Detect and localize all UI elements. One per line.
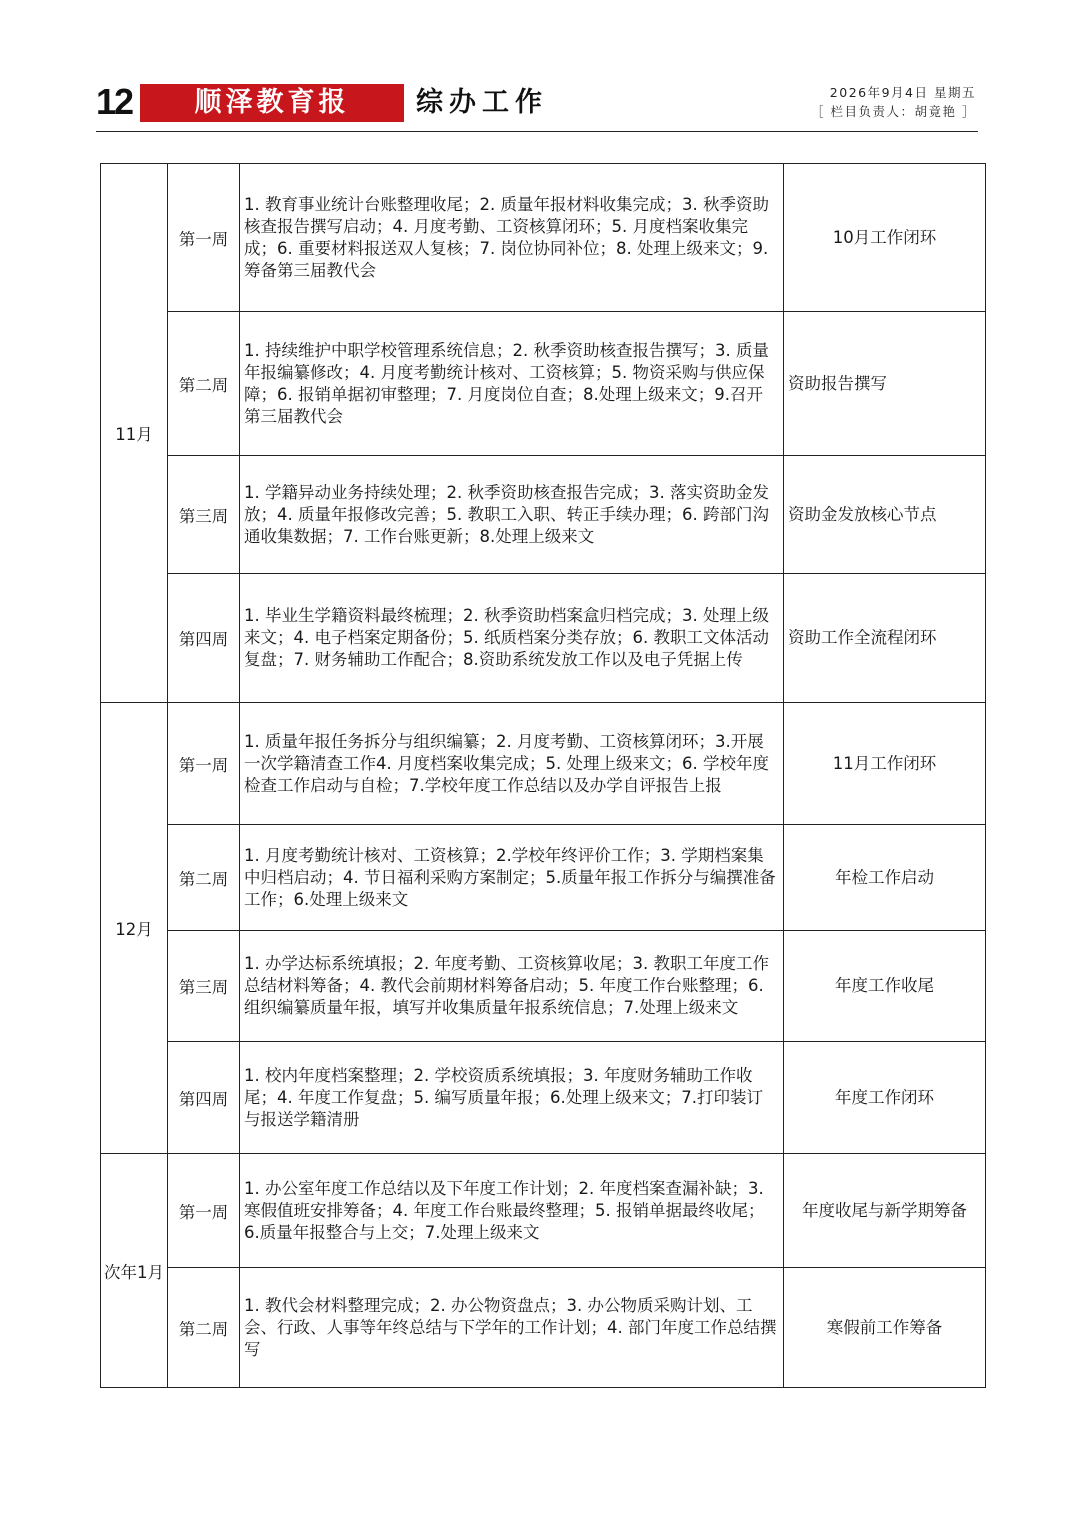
tasks-cell: 1. 月度考勤统计核对、工资核算；2.学校年终评价工作；3. 学期档案集中归档启动；4. 节日福利采购方案制定；5.质量年报工作拆分与编撰准备工作；6.处理上级来文 [240,825,784,931]
table-row [101,1154,986,1268]
table-row [101,703,986,825]
table-row [101,164,986,312]
week-cell: 第一周 [168,1154,240,1268]
goal-cell: 年度收尾与新学期筹备 [784,1154,986,1268]
tasks-cell: 1. 教育事业统计台账整理收尾；2. 质量年报材料收集完成；3. 秋季资助核查报告撰写启动；4. 月度考勤、工资核算闭环；5. 月度档案收集完成；6. 重要材料报送双人复核；7. 岗位协同补位；8. 处理上级来文；9.筹备第三届教代会 [240,164,784,312]
week-cell: 第一周 [168,703,240,825]
table-row [101,1268,986,1388]
column-editor: ［ 栏目负责人：胡竟艳 ］ [811,104,976,119]
goal-cell: 年度工作闭环 [784,1042,986,1154]
month-cell: 12月 [101,703,168,1154]
goal-cell: 10月工作闭环 [784,164,986,312]
goal-cell: 资助工作全流程闭环 [784,574,986,703]
tasks-cell: 1. 学籍异动业务持续处理；2. 秋季资助核查报告完成；3. 落实资助金发放；4. 质量年报修改完善；5. 教职工入职、转正手续办理；6. 跨部门沟通收集数据；7. 工作台账更新；8.处理上级来文 [240,456,784,574]
tasks-cell: 1. 质量年报任务拆分与组织编纂；2. 月度考勤、工资核算闭环；3.开展一次学籍清查工作4. 月度档案收集完成；5. 处理上级来文；6. 学校年度检查工作启动与自检；7.学校年度工作总结以及办学自评报告上报 [240,703,784,825]
tasks-cell: 1. 持续维护中职学校管理系统信息；2. 秋季资助核查报告撰写；3. 质量年报编纂修改；4. 月度考勤统计核对、工资核算；5. 物资采购与供应保障；6. 报销单据初审整理；7. 月度岗位自查；8.处理上级来文；9.召开第三届教代会 [240,312,784,456]
header-divider [96,131,978,132]
tasks-cell: 1. 教代会材料整理完成；2. 办公物资盘点；3. 办公物质采购计划、工会、行政、人事等年终总结与下学年的工作计划；4. 部门年度工作总结撰写 [240,1268,784,1388]
week-cell: 第三周 [168,456,240,574]
week-cell: 第四周 [168,574,240,703]
page-number: 12 [96,81,133,122]
goal-cell: 寒假前工作筹备 [784,1268,986,1388]
week-cell: 第二周 [168,312,240,456]
page-header [96,78,978,134]
goal-cell: 11月工作闭环 [784,703,986,825]
week-cell: 第四周 [168,1042,240,1154]
section-title: 综办工作 [416,87,548,118]
goal-cell: 年度工作收尾 [784,931,986,1042]
goal-cell: 资助金发放核心节点 [784,456,986,574]
tasks-cell: 1. 校内年度档案整理；2. 学校资质系统填报；3. 年度财务辅助工作收尾；4. 年度工作复盘；5. 编写质量年报；6.处理上级来文；7.打印装订与报送学籍清册 [240,1042,784,1154]
week-cell: 第二周 [168,1268,240,1388]
issue-date: 2026年9月4日 星期五 [829,85,976,100]
table-row [101,312,986,456]
goal-cell: 资助报告撰写 [784,312,986,456]
week-cell: 第二周 [168,825,240,931]
tasks-cell: 1. 毕业生学籍资料最终梳理；2. 秋季资助档案盒归档完成；3. 处理上级来文；4. 电子档案定期备份；5. 纸质档案分类存放；6. 教职工文体活动复盘；7. 财务辅助工作配合；8.资助系统发放工作以及电子凭据上传 [240,574,784,703]
work-plan-table [100,163,986,1388]
table-row [101,931,986,1042]
month-cell: 次年1月 [101,1154,168,1388]
tasks-cell: 1. 办学达标系统填报；2. 年度考勤、工资核算收尾；3. 教职工年度工作总结材料筹备；4. 教代会前期材料筹备启动；5. 年度工作台账整理；6.组织编纂质量年报，填写并收集质量年报系统信息；7.处理上级来文 [240,931,784,1042]
goal-cell: 年检工作启动 [784,825,986,931]
table-row [101,1042,986,1154]
week-cell: 第三周 [168,931,240,1042]
newspaper-masthead: 顺泽教育报 [140,84,404,122]
table-row [101,574,986,703]
table-row [101,825,986,931]
tasks-cell: 1. 办公室年度工作总结以及下年度工作计划；2. 年度档案查漏补缺；3. 寒假值班安排筹备；4. 年度工作台账最终整理；5. 报销单据最终收尾；6.质量年报整合与上交；7.处理上级来文 [240,1154,784,1268]
month-cell: 11月 [101,164,168,703]
week-cell: 第一周 [168,164,240,312]
table-row [101,456,986,574]
